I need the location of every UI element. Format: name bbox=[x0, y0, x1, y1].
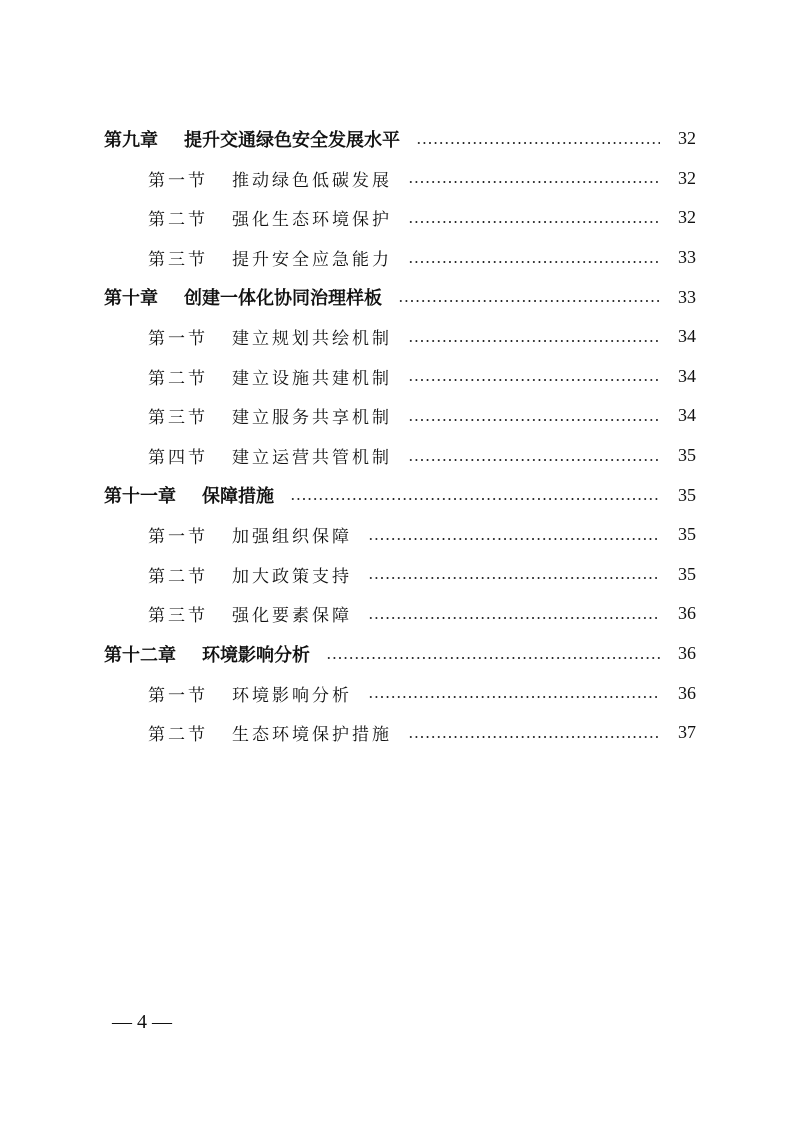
dot-leader bbox=[326, 657, 660, 659]
toc-page-number: 35 bbox=[678, 524, 696, 545]
toc-entry-title: 建立规划共绘机制 bbox=[232, 329, 392, 350]
dot-leader bbox=[408, 221, 660, 223]
dot-leader bbox=[408, 736, 660, 738]
toc-section-row[interactable] bbox=[0, 713, 800, 753]
toc-page-number: 34 bbox=[678, 326, 696, 347]
toc-entry-number: 第二节 bbox=[148, 725, 208, 746]
toc-page-number: 35 bbox=[678, 563, 696, 584]
toc-entry-title: 加大政策支持 bbox=[232, 566, 352, 587]
toc-entry-number: 第十一章 bbox=[104, 486, 176, 508]
toc-entry-number: 第二节 bbox=[148, 368, 208, 389]
toc-section-row[interactable] bbox=[0, 198, 800, 238]
toc-page-number: 35 bbox=[678, 445, 696, 466]
dot-leader bbox=[290, 498, 660, 500]
dot-leader bbox=[408, 340, 660, 342]
toc-section-row[interactable] bbox=[0, 159, 800, 199]
toc-entry-title: 提升交通绿色安全发展水平 bbox=[184, 129, 400, 151]
dot-leader bbox=[368, 617, 660, 619]
toc-entry-number: 第四节 bbox=[148, 448, 208, 469]
toc-entry-title: 提升安全应急能力 bbox=[232, 250, 392, 271]
dot-leader bbox=[408, 379, 660, 381]
toc-entry-number: 第十二章 bbox=[104, 644, 176, 666]
dot-leader bbox=[408, 419, 660, 421]
toc-section-row[interactable] bbox=[0, 317, 800, 357]
toc-entry-number: 第二节 bbox=[148, 210, 208, 231]
toc-entry-number: 第一节 bbox=[148, 527, 208, 548]
toc-section-row[interactable] bbox=[0, 357, 800, 397]
dot-leader bbox=[408, 181, 660, 183]
toc-entry-number: 第二节 bbox=[148, 566, 208, 587]
toc-page-number: 36 bbox=[678, 643, 696, 664]
toc-page-number: 32 bbox=[678, 167, 696, 188]
dot-leader bbox=[368, 538, 660, 540]
toc-section-row[interactable] bbox=[0, 673, 800, 713]
toc-section-row[interactable] bbox=[0, 555, 800, 595]
toc-entry-number: 第九章 bbox=[104, 129, 158, 151]
toc-page-number: 34 bbox=[678, 365, 696, 386]
toc-page-number: 36 bbox=[678, 603, 696, 624]
toc-chapter-row[interactable] bbox=[0, 119, 800, 159]
toc-page-number: 36 bbox=[678, 682, 696, 703]
toc-section-row[interactable] bbox=[0, 238, 800, 278]
dot-leader bbox=[416, 142, 660, 144]
page-number-footer: — 4 — bbox=[112, 1011, 172, 1033]
toc-entry-number: 第三节 bbox=[148, 408, 208, 429]
toc-page-number: 34 bbox=[678, 405, 696, 426]
toc-entry-title: 建立服务共享机制 bbox=[232, 408, 392, 429]
toc-entry-number: 第三节 bbox=[148, 250, 208, 271]
toc-chapter-row[interactable] bbox=[0, 475, 800, 515]
toc-page-number: 32 bbox=[678, 128, 696, 149]
toc-page-number: 37 bbox=[678, 722, 696, 743]
toc-section-row[interactable] bbox=[0, 396, 800, 436]
toc-section-row[interactable] bbox=[0, 594, 800, 634]
toc-entry-title: 强化生态环境保护 bbox=[232, 210, 392, 231]
toc-page-number: 33 bbox=[678, 247, 696, 268]
toc-section-row[interactable] bbox=[0, 436, 800, 476]
toc-page-number: 32 bbox=[678, 207, 696, 228]
toc-entry-title: 生态环境保护措施 bbox=[232, 725, 392, 746]
toc-entry-title: 保障措施 bbox=[202, 486, 274, 508]
toc-entry-title: 创建一体化协同治理样板 bbox=[184, 288, 382, 310]
toc-chapter-row[interactable] bbox=[0, 277, 800, 317]
toc-entry-title: 加强组织保障 bbox=[232, 527, 352, 548]
dot-leader bbox=[368, 696, 660, 698]
toc-entry-title: 推动绿色低碳发展 bbox=[232, 170, 392, 191]
toc-entry-number: 第一节 bbox=[148, 170, 208, 191]
dot-leader bbox=[368, 577, 660, 579]
toc-entry-title: 环境影响分析 bbox=[202, 644, 310, 666]
toc-entry-title: 环境影响分析 bbox=[232, 685, 352, 706]
toc-section-row[interactable] bbox=[0, 515, 800, 555]
toc-page-number: 33 bbox=[678, 286, 696, 307]
dot-leader bbox=[408, 459, 660, 461]
toc-entry-title: 强化要素保障 bbox=[232, 606, 352, 627]
toc-entry-number: 第三节 bbox=[148, 606, 208, 627]
toc-entry-number: 第十章 bbox=[104, 288, 158, 310]
toc-entry-number: 第一节 bbox=[148, 685, 208, 706]
toc-entry-title: 建立运营共管机制 bbox=[232, 448, 392, 469]
toc-entry-title: 建立设施共建机制 bbox=[232, 368, 392, 389]
toc-page-number: 35 bbox=[678, 484, 696, 505]
table-of-contents bbox=[0, 119, 800, 753]
toc-chapter-row[interactable] bbox=[0, 634, 800, 674]
dot-leader bbox=[408, 261, 660, 263]
dot-leader bbox=[398, 300, 660, 302]
toc-entry-number: 第一节 bbox=[148, 329, 208, 350]
